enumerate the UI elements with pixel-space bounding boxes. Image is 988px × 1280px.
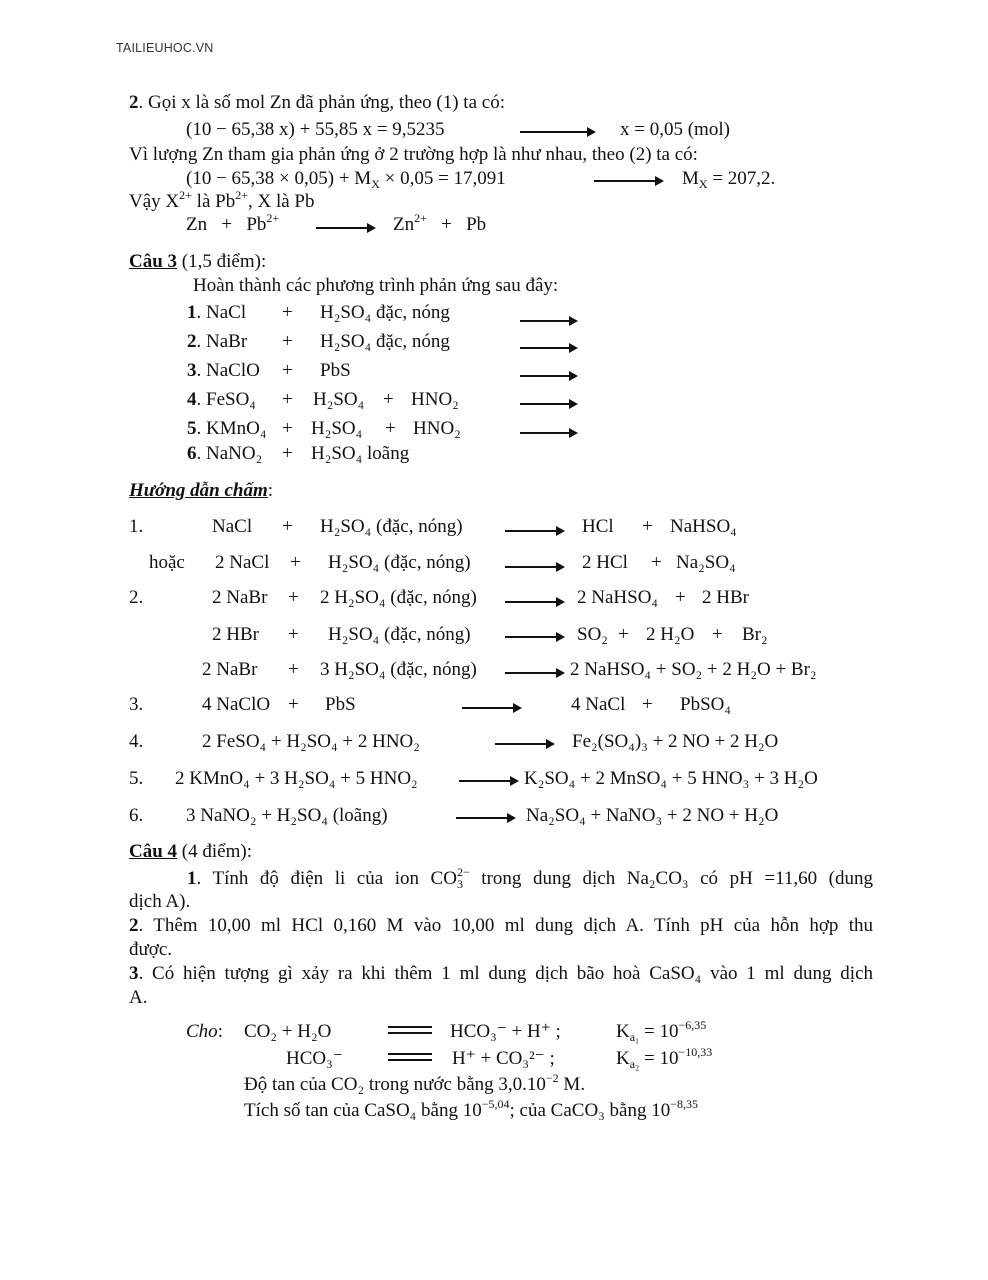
eq-a-left: CO₂ + H₂O xyxy=(244,1021,332,1042)
plus: + xyxy=(712,624,723,645)
part2-intro: 2. Gọi x là số mol Zn đã phản ứng, theo (1) ta có: xyxy=(129,92,505,113)
q4-part1-cont: dịch A). xyxy=(129,891,191,912)
ans-2-r1: 2 NaHSO₄ xyxy=(577,587,659,608)
reaction-arrow xyxy=(316,227,374,229)
q3-item-4-c: HNO₂ xyxy=(411,389,459,410)
ans-2b-r3: Br₂ xyxy=(742,624,768,645)
ans-1-r1: HCl xyxy=(582,516,614,537)
ans-2c-l2: 3 H₂SO₄ (đặc, nóng) xyxy=(320,659,477,680)
part2-reaction: Zn + $Pb^{2+}$ xyxy=(186,211,280,235)
q3-item-5-b: H₂SO₄ xyxy=(311,418,363,439)
ans-3-r2: PbSO₄ xyxy=(680,694,731,715)
part2-since: Vì lượng Zn tham gia phản ứng ở 2 trường hợp là như nhau, theo (2) ta có: xyxy=(129,144,698,165)
part2-conclusion: Vậy $X^{2+}$ là $Pb^{2+}$, X là Pb xyxy=(129,188,315,212)
ans-1-l1: NaCl xyxy=(212,516,253,537)
ans-6-left: 3 NaNO₂ + H₂SO₄ (loãng) xyxy=(186,805,388,826)
plus: + xyxy=(288,624,299,645)
ans-3-l2: PbS xyxy=(325,694,356,715)
plus: + xyxy=(675,587,686,608)
ans-1b-r2: Na₂SO₄ xyxy=(676,552,736,573)
ka2: $K_{a_2} = 10^{-10,33}$ xyxy=(616,1045,713,1071)
eq-b-right: H⁺ + CO₃²⁻ ; xyxy=(452,1048,555,1069)
reaction-arrow xyxy=(456,817,514,819)
reaction-arrow xyxy=(505,636,563,638)
equilibrium-arrow xyxy=(388,1024,432,1036)
ans-2b-r1: SO₂ xyxy=(577,624,608,645)
q3-instruction: Hoàn thành các phương trình phản ứng sau đây: xyxy=(193,275,559,296)
q3-item-1: 1. NaCl xyxy=(187,302,247,323)
ans-6-right: Na₂SO₄ + NaNO₃ + 2 NO + H₂O xyxy=(526,805,779,826)
reaction-arrow xyxy=(459,780,517,782)
ka1: $K_{a_1} = 10^{-6,35}$ xyxy=(616,1018,707,1044)
reaction-arrow xyxy=(505,530,563,532)
reaction-arrow xyxy=(594,180,662,182)
ans-2c-r: 2 NaHSO₄ + SO₂ + 2 H₂O + Br₂ xyxy=(570,659,817,680)
guide-title: Hướng dẫn chấm: xyxy=(129,480,274,501)
plus: + xyxy=(642,694,653,715)
ans-1-l2: H₂SO₄ (đặc, nóng) xyxy=(320,516,463,537)
q3-item-3-b: PbS xyxy=(320,360,351,381)
plus: + xyxy=(288,659,299,680)
q4-part1: 1. Tính độ điện li của ion $CO_3^{2-}$ trong dung dịch Na₂CO₃ có pH =11,60 (dung xyxy=(187,865,873,891)
ans-2b-r2: 2 H₂O xyxy=(646,624,695,645)
q3-heading: Câu 3 (1,5 điểm): xyxy=(129,251,267,272)
q3-item-6-plus: + xyxy=(282,443,293,464)
plus: + xyxy=(618,624,629,645)
equilibrium-arrow xyxy=(388,1051,432,1063)
plus: + xyxy=(651,552,662,573)
eq-b-left: HCO₃⁻ xyxy=(286,1048,343,1069)
q3-item-3: 3. NaClO xyxy=(187,360,260,381)
q4-heading: Câu 4 (4 điểm): xyxy=(129,841,252,862)
ans-1-r2: NaHSO₄ xyxy=(670,516,737,537)
q3-item-5-plus: + xyxy=(282,418,293,439)
ans-5-left: 2 KMnO₄ + 3 H₂SO₄ + 5 HNO₂ xyxy=(175,768,418,789)
reaction-arrow xyxy=(520,131,594,133)
reaction-arrow xyxy=(505,601,563,603)
ans-2-l1: 2 NaBr xyxy=(212,587,268,608)
plus: + xyxy=(288,587,299,608)
ans-1b-l2: H₂SO₄ (đặc, nóng) xyxy=(328,552,471,573)
q3-item-5-c: HNO₂ xyxy=(413,418,461,439)
plus: + xyxy=(642,516,653,537)
ans-6-num: 6. xyxy=(129,805,144,826)
q3-item-3-plus: + xyxy=(282,360,293,381)
q3-item-2-b: H₂SO₄ đặc, nóng xyxy=(320,331,450,352)
q3-item-4: 4. FeSO₄ xyxy=(187,389,256,410)
q3-item-6: 6. NaNO₂ xyxy=(187,443,263,464)
plus: + xyxy=(288,694,299,715)
reaction-arrow xyxy=(520,347,576,349)
reaction-arrow xyxy=(505,672,563,674)
reaction-arrow xyxy=(520,320,576,322)
q3-item-1-plus: + xyxy=(282,302,293,323)
reaction-arrow xyxy=(520,375,576,377)
ans-1b-r1: 2 HCl xyxy=(582,552,628,573)
q4-part2-cont: được. xyxy=(129,939,173,960)
ans-1b-l1: 2 NaCl xyxy=(215,552,270,573)
reaction-arrow xyxy=(495,743,553,745)
part2-eq1-right: x = 0,05 (mol) xyxy=(620,119,730,140)
ksp-values: Tích số tan của CaSO₄ bằng $10^{-5,04}$; của CaCO₃ bằng $10^{-8,35}$ xyxy=(244,1097,699,1121)
solubility-co2: Độ tan của CO₂ trong nước bằng $3,0.10^{-2}$ M. xyxy=(244,1071,586,1095)
ans-5-num: 5. xyxy=(129,768,144,789)
ans-1-num: 1. xyxy=(129,516,144,537)
reaction-arrow xyxy=(520,432,576,434)
given-label: Cho: xyxy=(186,1021,223,1042)
ans-4-right: Fe₂(SO₄)₃ + 2 NO + 2 H₂O xyxy=(572,731,779,752)
ans-2-num: 2. xyxy=(129,587,144,608)
ans-1b-or: hoặc xyxy=(149,552,185,573)
q3-item-5: 5. KMnO₄ xyxy=(187,418,267,439)
watermark: TAILIEUHOC.VN xyxy=(116,41,214,55)
part2-eq2-left: $(10 - 65,38 \times 0,05) + M_X \times 0,05 = 17,091$ xyxy=(186,168,506,191)
reaction-arrow xyxy=(462,707,520,709)
q3-item-6-b: H₂SO₄ loãng xyxy=(311,443,410,464)
q3-item-2: 2. NaBr xyxy=(187,331,248,352)
ans-3-r1: 4 NaCl xyxy=(571,694,626,715)
part2-eq2-result: $M_X = 207,2$. xyxy=(682,168,776,191)
ans-4-left: 2 FeSO₄ + H₂SO₄ + 2 HNO₂ xyxy=(202,731,420,752)
ans-3-num: 3. xyxy=(129,694,144,715)
q4-part3: 3. Có hiện tượng gì xảy ra khi thêm 1 ml dung dịch bão hoà CaSO₄ vào 1 ml dung dịch xyxy=(129,963,873,984)
ans-5-right: K₂SO₄ + 2 MnSO₄ + 5 HNO₃ + 3 H₂O xyxy=(524,768,818,789)
ans-2c-l1: 2 NaBr xyxy=(202,659,258,680)
q4-part3-cont: A. xyxy=(129,987,148,1008)
part2-eq1-left: (10 − 65,38 x) + 55,85 x = 9,5235 xyxy=(186,119,445,140)
part2-reaction-products: $Zn^{2+}$ + Pb xyxy=(393,211,487,235)
ans-4-num: 4. xyxy=(129,731,144,752)
q3-item-2-plus: + xyxy=(282,331,293,352)
ans-2b-l1: 2 HBr xyxy=(212,624,259,645)
q4-part2: 2. Thêm 10,00 ml HCl 0,160 M vào 10,00 ml dung dịch A. Tính pH của hỗn hợp thu xyxy=(129,915,873,936)
q3-item-1-b: H₂SO₄ đặc, nóng xyxy=(320,302,450,323)
plus: + xyxy=(290,552,301,573)
q3-item-5-plus2: + xyxy=(385,418,396,439)
reaction-arrow xyxy=(505,566,563,568)
q3-item-4-plus2: + xyxy=(383,389,394,410)
reaction-arrow xyxy=(520,403,576,405)
q3-item-4-b: H₂SO₄ xyxy=(313,389,365,410)
plus: + xyxy=(282,516,293,537)
ans-2b-l2: H₂SO₄ (đặc, nóng) xyxy=(328,624,471,645)
ans-2-r2: 2 HBr xyxy=(702,587,749,608)
eq-a-right: HCO₃⁻ + H⁺ ; xyxy=(450,1021,561,1042)
ans-2-l2: 2 H₂SO₄ (đặc, nóng) xyxy=(320,587,477,608)
ans-3-l1: 4 NaClO xyxy=(202,694,271,715)
q3-item-4-plus: + xyxy=(282,389,293,410)
